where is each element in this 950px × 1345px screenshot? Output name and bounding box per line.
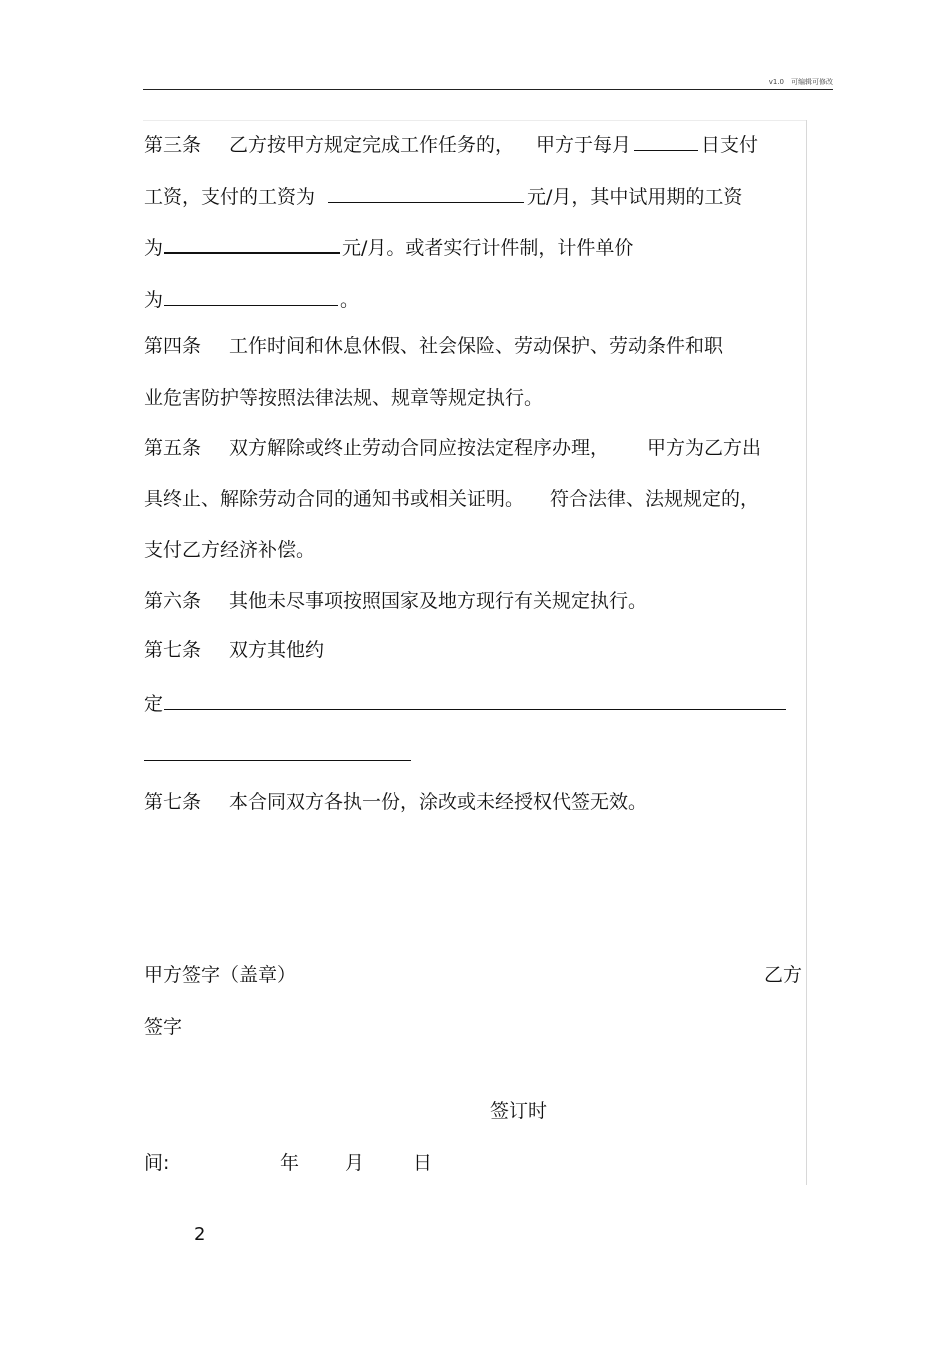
party-b-signature-label-1: 乙方: [764, 964, 803, 986]
header-version-note: v1.0 可编辑可修改: [768, 78, 833, 86]
article3-text1: 乙方按甲方规定完成工作任务的，: [229, 134, 515, 156]
article5-label: 第五条: [144, 437, 202, 459]
article3-label: 第三条: [144, 134, 202, 156]
article3-line2-b: 元/月，其中试用期的工资: [527, 186, 743, 208]
article3-line3: [144, 232, 633, 260]
content-right-border: [806, 120, 807, 1185]
article5-line2: [144, 487, 759, 511]
sign-year-label: 年: [280, 1152, 300, 1174]
article6-label: 第六条: [144, 590, 202, 612]
article3-line2: [144, 182, 742, 209]
sign-month-label: 月: [345, 1152, 365, 1174]
article3-text2: 甲方于每月: [536, 134, 632, 156]
article7b-text: 本合同双方各执一份，涂改或未经授权代签无效。: [229, 791, 648, 813]
article5-text2b: 符合法律、法规规定的，: [550, 488, 760, 510]
content-top-border: [143, 120, 806, 121]
article4-line1: [144, 334, 723, 358]
header-rule: [143, 89, 833, 90]
article7a-line3: [144, 740, 411, 767]
article3-line1: [144, 130, 758, 157]
article4-text1: 工作时间和休息休假、社会保险、劳动保护、劳动条件和职: [229, 335, 724, 357]
article7a-line2: [144, 689, 786, 716]
article5-line1: [144, 436, 761, 460]
article7a-line1: [144, 638, 324, 662]
page-number: 2: [194, 1224, 206, 1245]
article5-text2a: 具终止、解除劳动合同的通知书或相关证明。: [144, 488, 525, 510]
article5-text1b: 甲方为乙方出: [647, 437, 762, 459]
other-agreement-blank-1[interactable]: [164, 689, 786, 710]
other-agreement-blank-2[interactable]: [144, 740, 411, 761]
article7a-line2-text: 定: [144, 693, 164, 715]
article3-line3-b: 元/月。或者实行计件制，计件单价: [342, 237, 634, 259]
article3-line4: [144, 285, 359, 312]
sign-day-label: 日: [413, 1152, 433, 1174]
article3-text3: 日支付: [701, 134, 759, 156]
article7a-label: 第七条: [144, 639, 202, 661]
article3-line3-a: 为: [144, 237, 164, 259]
article7b-label: 第七条: [144, 791, 202, 813]
article3-line4-b: 。: [340, 289, 360, 311]
article5-line3: 支付乙方经济补偿。: [144, 539, 316, 561]
article7a-text: 双方其他约: [229, 639, 325, 661]
party-b-signature-label-2: 签字: [144, 1016, 183, 1038]
article4-label: 第四条: [144, 335, 202, 357]
article6-line: [144, 589, 647, 613]
article4-line2: 业危害防护等按照法律法规、规章等规定执行。: [144, 387, 544, 409]
article3-line4-a: 为: [144, 289, 164, 311]
sign-time-label-1: 签订时: [490, 1100, 548, 1122]
article7b-line: [144, 790, 647, 814]
article3-line2-a: 工资，支付的工资为: [144, 186, 316, 208]
probation-wage-blank[interactable]: [164, 232, 340, 254]
party-a-signature-label: 甲方签字（盖章）: [144, 964, 297, 986]
wage-blank[interactable]: [328, 182, 524, 203]
piece-rate-blank[interactable]: [164, 285, 338, 306]
article5-text1a: 双方解除或终止劳动合同应按法定程序办理，: [229, 437, 610, 459]
pay-day-blank[interactable]: [634, 130, 698, 151]
article6-text: 其他未尽事项按照国家及地方现行有关规定执行。: [229, 590, 648, 612]
sign-time-label-2: 间:: [144, 1152, 170, 1174]
